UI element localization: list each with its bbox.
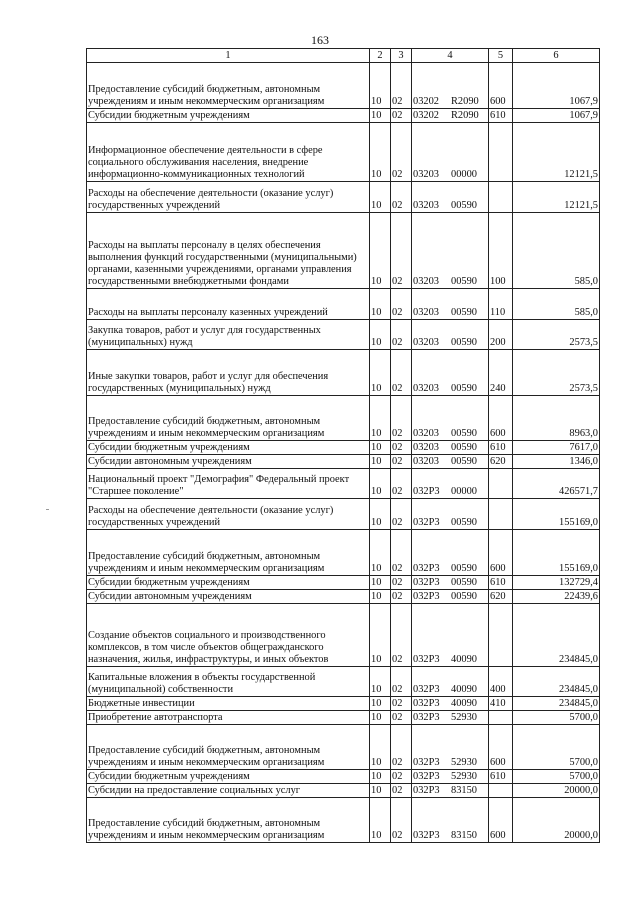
- target-article-code: [412, 109, 489, 123]
- expense-type-code: 240: [489, 350, 513, 396]
- program-code: 03203: [413, 337, 439, 348]
- section-code: 10: [370, 109, 391, 123]
- amount: 22439,6: [513, 590, 600, 604]
- item-name: Закупка товаров, работ и услуг для государственных (муниципальных) нужд: [87, 320, 370, 350]
- direction-code: 40090: [451, 654, 477, 665]
- direction-code: R2090: [451, 96, 479, 107]
- program-code: 032Р3: [413, 712, 440, 723]
- table-row: [87, 798, 600, 843]
- target-article-code: [412, 396, 489, 441]
- target-article-code: [412, 770, 489, 784]
- program-code: 032Р3: [413, 830, 440, 841]
- table-row: [87, 590, 600, 604]
- item-name: Капитальные вложения в объекты государственной (муниципальной) собственности: [87, 667, 370, 697]
- table-header-row: [87, 49, 600, 63]
- table-row: [87, 320, 600, 350]
- target-article-code: [412, 320, 489, 350]
- expense-type-code: 620: [489, 590, 513, 604]
- item-name: Расходы на выплаты персоналу казенных учреждений: [87, 289, 370, 320]
- column-header: 5: [489, 49, 513, 63]
- direction-code: 00590: [451, 591, 477, 602]
- amount: 132729,4: [513, 576, 600, 590]
- subsection-code: 02: [391, 396, 412, 441]
- section-code: 10: [370, 455, 391, 469]
- item-name: Субсидии автономным учреждениям: [87, 455, 370, 469]
- item-name: Субсидии бюджетным учреждениям: [87, 576, 370, 590]
- section-code: 10: [370, 182, 391, 213]
- budget-table: [86, 48, 600, 843]
- target-article-code: [412, 289, 489, 320]
- target-article-code: [412, 469, 489, 499]
- subsection-code: 02: [391, 469, 412, 499]
- column-header: 1: [87, 49, 370, 63]
- subsection-code: 02: [391, 770, 412, 784]
- column-header: 4: [412, 49, 489, 63]
- expense-type-code: 600: [489, 63, 513, 109]
- section-code: 10: [370, 697, 391, 711]
- subsection-code: 02: [391, 109, 412, 123]
- section-code: 10: [370, 499, 391, 530]
- table-row: [87, 711, 600, 725]
- item-name: Расходы на обеспечение деятельности (оказание услуг) государственных учреждений: [87, 499, 370, 530]
- item-name: Предоставление субсидий бюджетным, автономным учреждениям и иным некоммерческим организациям: [87, 798, 370, 843]
- direction-code: 00000: [451, 169, 477, 180]
- expense-type-code: 600: [489, 725, 513, 770]
- section-code: 10: [370, 441, 391, 455]
- section-code: 10: [370, 798, 391, 843]
- section-code: 10: [370, 123, 391, 182]
- table-row: [87, 784, 600, 798]
- amount: 585,0: [513, 213, 600, 289]
- subsection-code: 02: [391, 123, 412, 182]
- target-article-code: [412, 725, 489, 770]
- target-article-code: [412, 530, 489, 576]
- table-row: [87, 289, 600, 320]
- target-article-code: [412, 798, 489, 843]
- target-article-code: [412, 123, 489, 182]
- target-article-code: [412, 667, 489, 697]
- direction-code: 00590: [451, 276, 477, 287]
- amount: 1067,9: [513, 63, 600, 109]
- table-row: [87, 667, 600, 697]
- expense-type-code: 620: [489, 455, 513, 469]
- page-number: 163: [311, 33, 329, 47]
- direction-code: 52930: [451, 757, 477, 768]
- section-code: 10: [370, 667, 391, 697]
- item-name: Иные закупки товаров, работ и услуг для обеспечения государственных (муниципальных) нужд: [87, 350, 370, 396]
- direction-code: 00590: [451, 428, 477, 439]
- direction-code: 52930: [451, 771, 477, 782]
- amount: 1346,0: [513, 455, 600, 469]
- item-name: Предоставление субсидий бюджетным, автономным учреждениям и иным некоммерческим организациям: [87, 530, 370, 576]
- item-name: Субсидии автономным учреждениям: [87, 590, 370, 604]
- item-name: Субсидии бюджетным учреждениям: [87, 770, 370, 784]
- subsection-code: 02: [391, 784, 412, 798]
- amount: 234845,0: [513, 667, 600, 697]
- program-code: 03203: [413, 456, 439, 467]
- table-row: [87, 441, 600, 455]
- amount: 20000,0: [513, 784, 600, 798]
- program-code: 03203: [413, 428, 439, 439]
- table-row: [87, 604, 600, 667]
- amount: 12121,5: [513, 182, 600, 213]
- item-name: Информационное обеспечение деятельности в сфере социального обслуживания населения, внедрение информационно-коммуникационных технологий: [87, 123, 370, 182]
- subsection-code: 02: [391, 455, 412, 469]
- amount: 234845,0: [513, 604, 600, 667]
- section-code: 10: [370, 213, 391, 289]
- program-code: 03203: [413, 169, 439, 180]
- amount: 5700,0: [513, 711, 600, 725]
- subsection-code: 02: [391, 576, 412, 590]
- direction-code: 00590: [451, 517, 477, 528]
- direction-code: 00590: [451, 307, 477, 318]
- table-row: [87, 109, 600, 123]
- expense-type-code: 610: [489, 441, 513, 455]
- expense-type-code: 610: [489, 770, 513, 784]
- section-code: 10: [370, 396, 391, 441]
- table-row: [87, 576, 600, 590]
- direction-code: 00590: [451, 442, 477, 453]
- program-code: 03203: [413, 442, 439, 453]
- item-name: Субсидии бюджетным учреждениям: [87, 441, 370, 455]
- table-row: [87, 697, 600, 711]
- subsection-code: 02: [391, 289, 412, 320]
- table-row: [87, 63, 600, 109]
- expense-type-code: [489, 499, 513, 530]
- direction-code: 00590: [451, 456, 477, 467]
- amount: 20000,0: [513, 798, 600, 843]
- item-name: Субсидии бюджетным учреждениям: [87, 109, 370, 123]
- amount: 5700,0: [513, 725, 600, 770]
- subsection-code: 02: [391, 320, 412, 350]
- scan-artifact: [46, 509, 49, 510]
- program-code: 032Р3: [413, 698, 440, 709]
- item-name: Приобретение автотранспорта: [87, 711, 370, 725]
- program-code: 03203: [413, 307, 439, 318]
- item-name: Предоставление субсидий бюджетным, автономным учреждениям и иным некоммерческим организациям: [87, 396, 370, 441]
- table-row: [87, 182, 600, 213]
- section-code: 10: [370, 350, 391, 396]
- table-row: [87, 499, 600, 530]
- direction-code: R2090: [451, 110, 479, 121]
- section-code: 10: [370, 604, 391, 667]
- program-code: 032Р3: [413, 563, 440, 574]
- target-article-code: [412, 350, 489, 396]
- expense-type-code: 200: [489, 320, 513, 350]
- column-header: 3: [391, 49, 412, 63]
- direction-code: 83150: [451, 785, 477, 796]
- subsection-code: 02: [391, 667, 412, 697]
- amount: 585,0: [513, 289, 600, 320]
- target-article-code: [412, 784, 489, 798]
- direction-code: 00000: [451, 486, 477, 497]
- expense-type-code: 600: [489, 396, 513, 441]
- expense-type-code: [489, 604, 513, 667]
- program-code: 03202: [413, 96, 439, 107]
- table-row: [87, 396, 600, 441]
- item-name: Национальный проект "Демография" Федеральный проект "Старшее поколение": [87, 469, 370, 499]
- amount: 5700,0: [513, 770, 600, 784]
- amount: 234845,0: [513, 697, 600, 711]
- program-code: 032Р3: [413, 771, 440, 782]
- section-code: 10: [370, 784, 391, 798]
- expense-type-code: [489, 784, 513, 798]
- table-row: [87, 770, 600, 784]
- expense-type-code: 600: [489, 798, 513, 843]
- amount: 155169,0: [513, 499, 600, 530]
- item-name: Предоставление субсидий бюджетным, автономным учреждениям и иным некоммерческим организациям: [87, 725, 370, 770]
- target-article-code: [412, 441, 489, 455]
- section-code: 10: [370, 576, 391, 590]
- table-row: [87, 725, 600, 770]
- item-name: Расходы на обеспечение деятельности (оказание услуг) государственных учреждений: [87, 182, 370, 213]
- section-code: 10: [370, 63, 391, 109]
- subsection-code: 02: [391, 697, 412, 711]
- subsection-code: 02: [391, 499, 412, 530]
- column-header: 6: [513, 49, 600, 63]
- expense-type-code: 610: [489, 576, 513, 590]
- expense-type-code: [489, 469, 513, 499]
- expense-type-code: 110: [489, 289, 513, 320]
- section-code: 10: [370, 770, 391, 784]
- program-code: 03203: [413, 383, 439, 394]
- amount: 12121,5: [513, 123, 600, 182]
- table-row: [87, 350, 600, 396]
- table-row: [87, 469, 600, 499]
- direction-code: 83150: [451, 830, 477, 841]
- program-code: 032Р3: [413, 517, 440, 528]
- expense-type-code: 400: [489, 667, 513, 697]
- subsection-code: 02: [391, 711, 412, 725]
- subsection-code: 02: [391, 590, 412, 604]
- section-code: 10: [370, 469, 391, 499]
- expense-type-code: [489, 182, 513, 213]
- subsection-code: 02: [391, 63, 412, 109]
- target-article-code: [412, 213, 489, 289]
- target-article-code: [412, 711, 489, 725]
- amount: 8963,0: [513, 396, 600, 441]
- target-article-code: [412, 63, 489, 109]
- direction-code: 00590: [451, 577, 477, 588]
- program-code: 032Р3: [413, 684, 440, 695]
- subsection-code: 02: [391, 798, 412, 843]
- program-code: 032Р3: [413, 785, 440, 796]
- target-article-code: [412, 604, 489, 667]
- program-code: 03203: [413, 200, 439, 211]
- program-code: 03203: [413, 276, 439, 287]
- direction-code: 40090: [451, 698, 477, 709]
- item-name: Предоставление субсидий бюджетным, автономным учреждениям и иным некоммерческим организациям: [87, 63, 370, 109]
- subsection-code: 02: [391, 350, 412, 396]
- column-header: 2: [370, 49, 391, 63]
- item-name: Бюджетные инвестиции: [87, 697, 370, 711]
- amount: 155169,0: [513, 530, 600, 576]
- direction-code: 00590: [451, 200, 477, 211]
- section-code: 10: [370, 320, 391, 350]
- target-article-code: [412, 182, 489, 213]
- item-name: Создание объектов социального и производственного комплексов, в том числе объектов общегражданского назначения, жилья, инфраструктуры, и иных объектов: [87, 604, 370, 667]
- section-code: 10: [370, 725, 391, 770]
- expense-type-code: [489, 711, 513, 725]
- expense-type-code: 410: [489, 697, 513, 711]
- direction-code: 00590: [451, 383, 477, 394]
- subsection-code: 02: [391, 441, 412, 455]
- program-code: 032Р3: [413, 577, 440, 588]
- amount: 2573,5: [513, 320, 600, 350]
- item-name: Субсидии на предоставление социальных услуг: [87, 784, 370, 798]
- direction-code: 52930: [451, 712, 477, 723]
- table-body: [87, 63, 600, 843]
- expense-type-code: 610: [489, 109, 513, 123]
- table-row: [87, 455, 600, 469]
- section-code: 10: [370, 530, 391, 576]
- amount: 426571,7: [513, 469, 600, 499]
- subsection-code: 02: [391, 604, 412, 667]
- target-article-code: [412, 576, 489, 590]
- section-code: 10: [370, 711, 391, 725]
- program-code: 032Р3: [413, 591, 440, 602]
- expense-type-code: 100: [489, 213, 513, 289]
- amount: 1067,9: [513, 109, 600, 123]
- amount: 2573,5: [513, 350, 600, 396]
- program-code: 032Р3: [413, 486, 440, 497]
- subsection-code: 02: [391, 530, 412, 576]
- expense-type-code: 600: [489, 530, 513, 576]
- item-name: Расходы на выплаты персоналу в целях обеспечения выполнения функций государственными (муниципальными) органами, казенными учреждениями, органами управления государственными внебюджетными фондами: [87, 213, 370, 289]
- amount: 7617,0: [513, 441, 600, 455]
- target-article-code: [412, 590, 489, 604]
- target-article-code: [412, 499, 489, 530]
- program-code: 032Р3: [413, 654, 440, 665]
- section-code: 10: [370, 590, 391, 604]
- program-code: 03202: [413, 110, 439, 121]
- target-article-code: [412, 697, 489, 711]
- table-row: [87, 123, 600, 182]
- table-row: [87, 213, 600, 289]
- subsection-code: 02: [391, 182, 412, 213]
- direction-code: 40090: [451, 684, 477, 695]
- direction-code: 00590: [451, 563, 477, 574]
- subsection-code: 02: [391, 213, 412, 289]
- expense-type-code: [489, 123, 513, 182]
- table-row: [87, 530, 600, 576]
- direction-code: 00590: [451, 337, 477, 348]
- target-article-code: [412, 455, 489, 469]
- subsection-code: 02: [391, 725, 412, 770]
- program-code: 032Р3: [413, 757, 440, 768]
- section-code: 10: [370, 289, 391, 320]
